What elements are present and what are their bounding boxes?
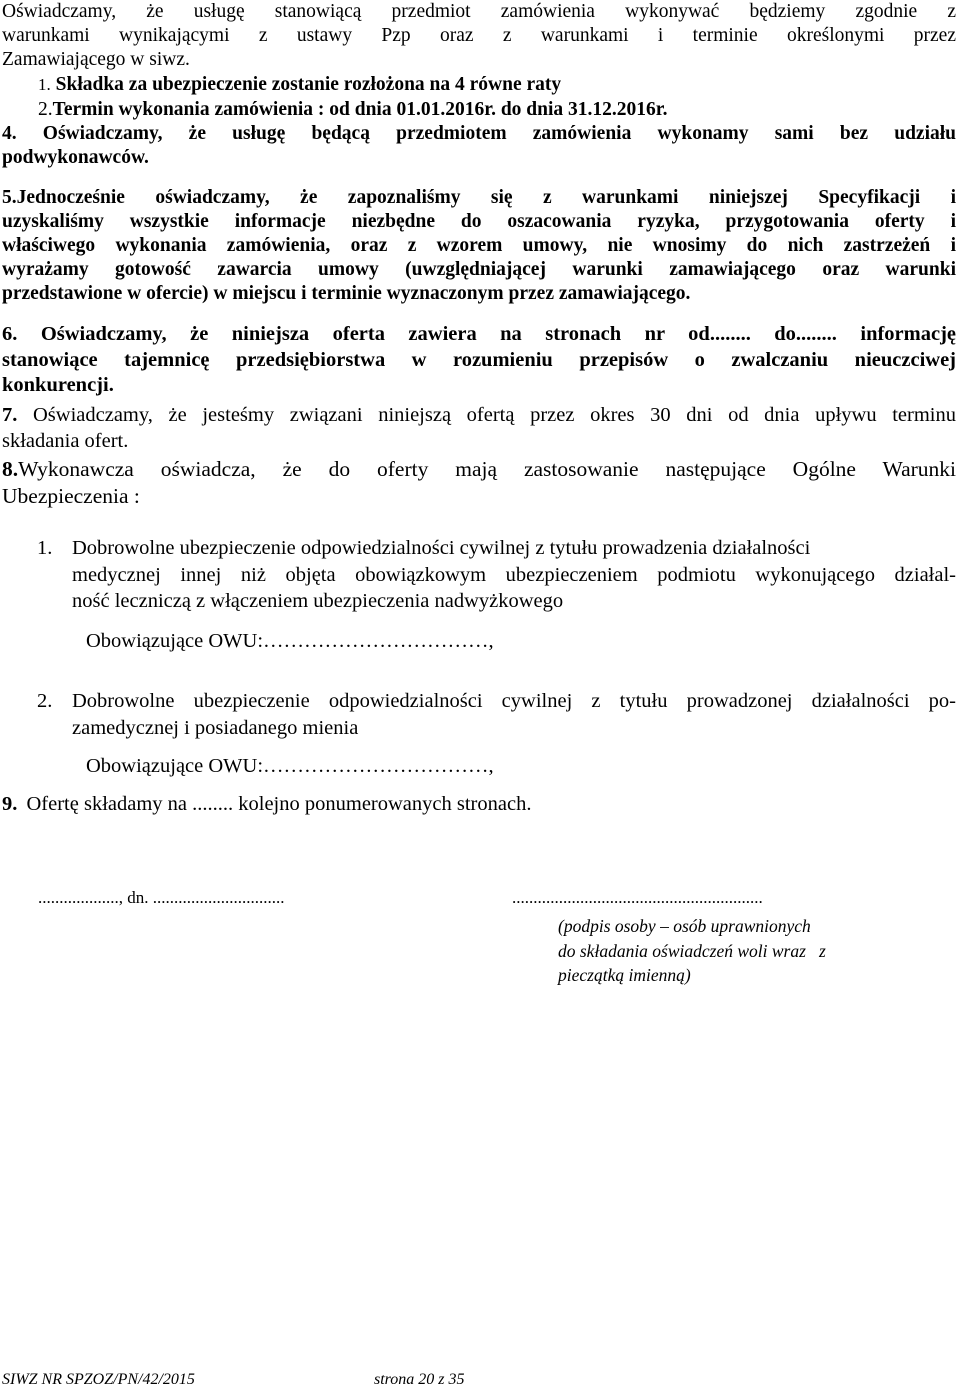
- intro-line-2: warunkami wynikającymi z ustawy Pzp oraz z warunkami i terminie określonymi przez: [2, 25, 956, 46]
- owu-item-2: [2, 688, 956, 741]
- point-7-line-1: [2, 403, 956, 429]
- sub-point-2: [38, 98, 668, 122]
- owu-item-1-line-3: ność leczniczą z włączeniem ubezpieczenia nadwyżkowego: [72, 590, 564, 612]
- owu-item-2-number: 2.: [37, 690, 53, 712]
- intro-paragraph: [2, 0, 956, 72]
- place-and-date: ..................., dn. ...............................: [38, 888, 285, 907]
- point-8-line-1: [2, 456, 956, 483]
- owu-item-1: [2, 535, 956, 615]
- point-8-text: Wykonawcza oświadcza, że do oferty mają zastosowanie następujące Ogólne Warunki: [18, 457, 956, 481]
- point-7: [2, 403, 956, 454]
- intro-line-3: Zamawiającego w siwz.: [2, 49, 190, 70]
- point-8-line-2: Ubezpieczenia :: [2, 483, 140, 508]
- point-7-text: Oświadczamy, że jesteśmy związani niniejszą ofertą przez okres 30 dni od dnia upływu terminu: [17, 404, 956, 426]
- point-5: [2, 186, 956, 306]
- point-6-line-1: 6. Oświadczamy, że niniejsza oferta zawiera na stronach nr od........ do........ informację: [2, 323, 956, 345]
- point-8-number: 8.: [2, 457, 19, 481]
- point-5-line-1: 5.Jednocześnie oświadczamy, że zapoznaliśmy się z warunkami niniejszej Specyfikacji i: [2, 187, 956, 208]
- owu-item-1-line-1: Dobrowolne ubezpieczenie odpowiedzialności cywilnej z tytułu prowadzenia działalności: [72, 537, 811, 559]
- signature-caption-line-3: pieczątką imienną): [558, 965, 691, 985]
- signature-line: ...........................................................: [512, 888, 763, 907]
- point-7-number: 7.: [2, 404, 18, 426]
- point-4-line-1: 4. Oświadczamy, że usługę będącą przedmiotem zamówienia wykonamy sami bez udziału: [2, 123, 956, 144]
- sub-point-1-number: 1.: [38, 75, 51, 94]
- owu-item-1-line-2: medycznej innej niż objęta obowiązkowym ubezpieczeniem podmiotu wykonującego działal-: [72, 563, 956, 586]
- sub-point-2-text: Termin wykonania zamówienia : od dnia 01.01.2016r. do dnia 31.12.2016r.: [52, 99, 668, 120]
- point-9: [2, 791, 531, 817]
- point-6: [2, 322, 956, 399]
- point-4: [2, 122, 956, 170]
- sub-point-1: [38, 73, 561, 97]
- point-6-line-3: konkurencji.: [2, 374, 114, 397]
- point-4-line-2: podwykonawców.: [2, 147, 149, 168]
- footer-document-id: SIWZ NR SPZOZ/PN/42/2015: [2, 1371, 195, 1388]
- owu-item-1-owu: Obowiązujące OWU:……………………………,: [86, 630, 494, 652]
- point-9-number: 9.: [2, 793, 18, 815]
- signature-caption: [558, 914, 826, 988]
- point-5-line-4: wyrażamy gotowość zawarcia umowy (uwzględniającej warunki zamawiającego oraz warunki: [2, 259, 956, 280]
- sub-point-2-number: 2.: [38, 99, 53, 120]
- point-5-line-5: przedstawione w ofercie) w miejscu i terminie wyznaczonym przez zamawiającego.: [2, 283, 691, 304]
- owu-item-2-line-1: Dobrowolne ubezpieczenie odpowiedzialności cywilnej z tytułu prowadzonej działalności po-: [72, 690, 956, 712]
- owu-item-2-field: [2, 753, 494, 779]
- signature-caption-line-1: (podpis osoby – osób uprawnionych: [558, 916, 811, 936]
- owu-item-2-owu: Obowiązujące OWU:……………………………,: [86, 755, 494, 777]
- sub-point-1-text: Składka za ubezpieczenie zostanie rozłożona na 4 równe raty: [55, 74, 562, 95]
- footer-page-number: strona 20 z 35: [374, 1371, 465, 1388]
- point-8: [2, 456, 956, 509]
- owu-item-2-line-2: zamedycznej i posiadanego mienia: [72, 716, 359, 739]
- signature-caption-line-2: do składania oświadczeń woli wraz z: [558, 940, 826, 961]
- point-5-line-2: uzyskaliśmy wszystkie informacje niezbędne do oszacowania ryzyka, przygotowania oferty i: [2, 211, 956, 232]
- owu-item-1-number: 1.: [37, 537, 53, 559]
- page-footer: [2, 1371, 465, 1389]
- point-6-line-2: stanowiące tajemnicę przedsiębiorstwa w rozumieniu przepisów o zwalczaniu nieuczciwej: [2, 348, 956, 371]
- point-9-text: Ofertę składamy na ........ kolejno ponumerowanych stronach.: [26, 793, 532, 815]
- signature-block: [2, 888, 956, 998]
- intro-line-1: Oświadczamy, że usługę stanowiącą przedmiot zamówienia wykonywać będziemy zgodnie z: [2, 1, 956, 22]
- point-5-line-3: właściwego wykonania zamówienia, oraz z wzorem umowy, nie wnosimy do nich zastrzeżeń i: [2, 235, 956, 256]
- owu-item-1-field: [2, 628, 494, 654]
- point-7-line-2: składania ofert.: [2, 429, 129, 452]
